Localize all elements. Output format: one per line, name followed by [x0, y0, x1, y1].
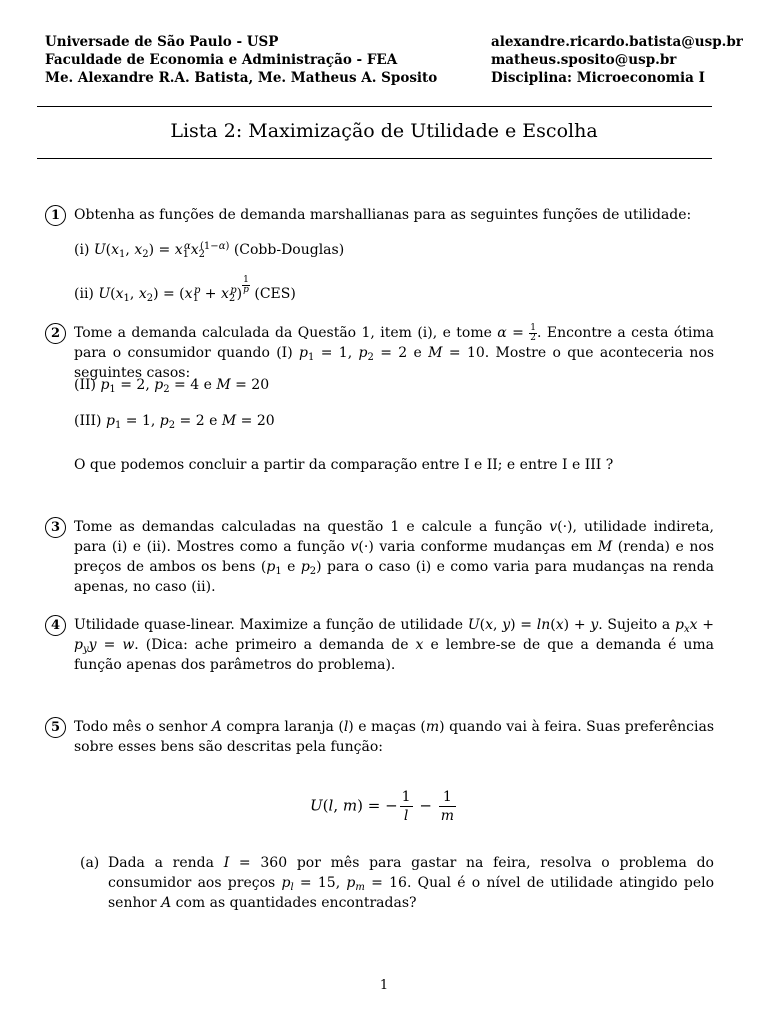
header-authors: Me. Alexandre R.A. Batista, Me. Matheus A. Sposito — [45, 70, 438, 86]
question-2-text: Tome a demanda calculada da Questão 1, item (i), e tome α = $\frac{1}{2}$ . Encontre a cesta ótima para o consumidor quando (I) $p_1 = 1$, $p_2 = 2$ e M = 10. Mostre o que aconteceria nos seguintes casos: — [74, 322, 715, 381]
header-right — [491, 33, 743, 87]
top-rule — [37, 106, 712, 107]
question-number-1: 1 — [45, 205, 66, 226]
question-number-3: 3 — [45, 517, 66, 538]
header-left — [45, 33, 437, 87]
question-1-item-i: (i) $U(x_1$, $x_2) = x_1^\alpha x_2^{(1-\alpha)}$ (Cobb-Douglas) — [74, 241, 345, 260]
question-5-item-a: Dada a renda I = 360 por mês para gastar na feira, resolva o problema do consumidor aos preços $p_l = 15$, $p_m = 16$. Qual é o nível de utilidade atingido pelo senhor A com as quantidades encontradas? — [108, 855, 715, 911]
header-discipline: Disciplina: Microeconomia I — [491, 70, 705, 86]
question-2-closing: O que podemos concluir a partir da comparação entre I e II; e entre I e III ? — [74, 457, 614, 473]
question-1-text: Obtenha as funções de demanda marshallianas para as seguintes funções de utilidade: — [74, 207, 692, 223]
utility-equation: U(l, m) = − $\frac{1}{l}$ − $\frac{1}{m}$ — [310, 789, 454, 824]
question-number-5: 5 — [45, 717, 66, 738]
question-5-text: Todo mês o senhor A compra laranja (l) e maças (m) quando vai à feira. Suas preferências sobre esses bens são descritas pela função: — [74, 719, 715, 755]
header-email-2: matheus.sposito@usp.br — [491, 52, 677, 68]
question-number-4: 4 — [45, 615, 66, 636]
header-university: Universade de São Paulo - USP — [45, 34, 279, 50]
question-1-item-ii: (ii) $U(x_1$, $x_2) = (x_1^p + x_2^p)$ $\frac{1}{p}$ (CES) — [74, 275, 296, 304]
question-2-case-iii: (III) $p_1 = 1$, $p_2 = 2$ e M = 20 — [74, 413, 275, 431]
question-number-2: 2 — [45, 323, 66, 344]
header-email-1: alexandre.ricardo.batista@usp.br — [491, 34, 743, 50]
question-2-case-ii: (II) $p_1 = 2$, $p_2 = 4$ e M = 20 — [74, 377, 270, 395]
question-4-text: Utilidade quase-linear. Maximize a função de utilidade U(x, y) = ln(x) + y. Sujeito a $p_xx + p_yy = w$. (Dica: ache primeiro a demanda de x e lembre-se de que a demanda é uma função apenas dos parâmetros do problema). — [74, 617, 715, 673]
question-3-text: Tome as demandas calculadas na questão 1 e calcule a função v(·), utilidade indireta, para (i) e (ii). Mostres como a função v(·) varia conforme mudanças em M (renda) e nos preços de ambos os bens ($p_1$ e $p_2$) para o caso (i) e como varia para mudanças na renda apenas, no caso (ii). — [74, 519, 715, 595]
page-title: Lista 2: Maximização de Utilidade e Escolha — [170, 120, 598, 142]
question-5-item-a-label: (a) — [80, 855, 100, 871]
bottom-rule — [37, 158, 712, 159]
header-faculty: Faculdade de Economia e Administração - FEA — [45, 52, 398, 68]
page-number: 1 — [379, 978, 389, 993]
